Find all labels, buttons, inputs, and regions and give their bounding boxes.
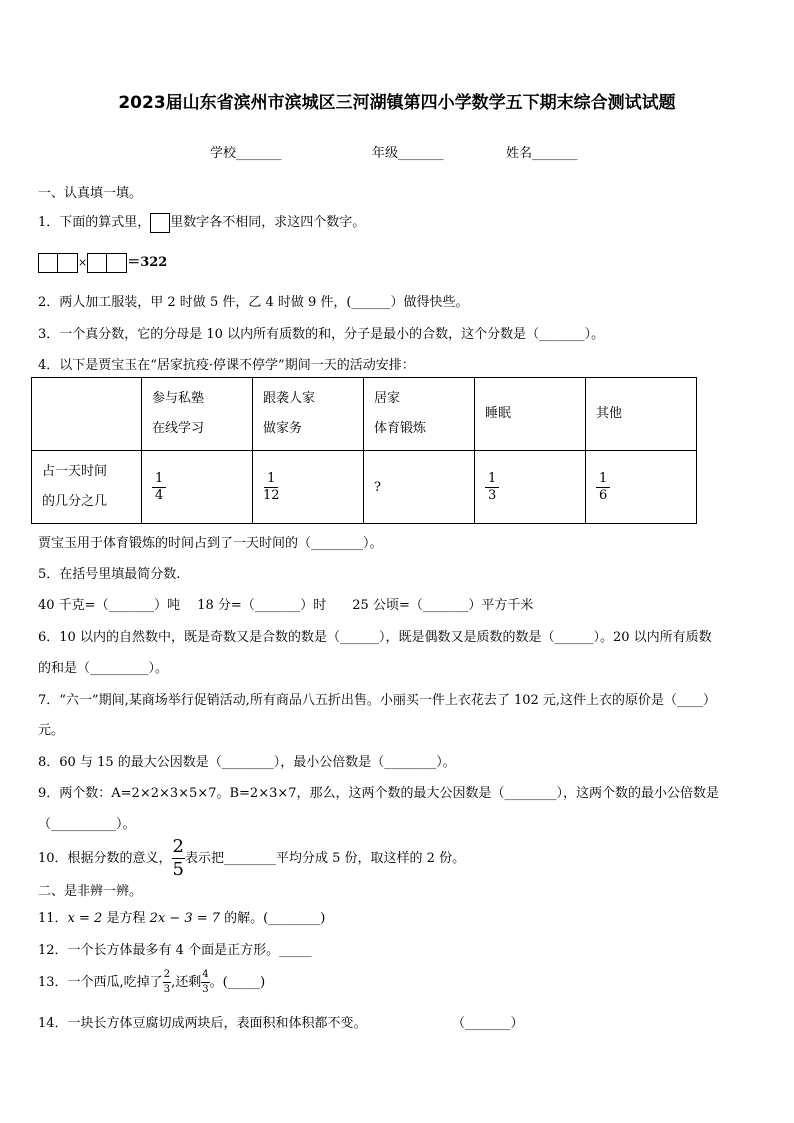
q11-equation: 2x − 3 = 7 — [149, 911, 221, 926]
q1-text-before: 下面的算式里， — [59, 215, 151, 230]
q10-text-before: 10．根据分数的意义， — [38, 851, 172, 866]
question-4: 4．以下是贾宝玉在“居家抗疫·停课不停学”期间一天的活动安排： — [38, 358, 415, 373]
q10-fraction: $\frac{2}{5}$ — [172, 836, 184, 880]
q11-solution: x = 2 — [67, 911, 103, 926]
table-header-cell: 其他 — [586, 378, 697, 451]
section1-heading: 一、认真填一填。 — [38, 186, 143, 201]
fraction: $\frac{1}{6}$ — [596, 471, 610, 503]
q4-question: 贾宝玉用于体育锻炼的时间占到了一天时间的（________）。 — [38, 536, 383, 551]
times-sign: × — [78, 256, 88, 269]
left-digit-boxes — [38, 253, 78, 273]
question-6-line1: 6．10 以内的自然数中，既是奇数又是合数的数是（______），既是偶数又是质数的数是（______）。20 以内所有质数 — [38, 630, 712, 645]
fraction-cell — [253, 451, 364, 524]
q13-fraction-left: $\frac{4}{3}$ — [202, 969, 209, 995]
q5-blanks: 40 千克=（_______）吨 18 分=（_______）时 25 公顷=（_______）平方千米 — [38, 598, 534, 613]
page-title: 2023届山东省滨州市滨城区三河湖镇第四小学数学五下期末综合测试试题 — [118, 93, 676, 113]
table-header-row — [32, 378, 697, 451]
q13-fraction-eaten: $\frac{2}{3}$ — [163, 969, 171, 995]
question-1 — [38, 212, 365, 234]
grade-field[interactable]: 年级_______ — [372, 146, 444, 161]
q1-equation — [38, 252, 167, 275]
fraction-cell — [586, 451, 697, 524]
fraction: $\frac{1}{3}$ — [485, 471, 499, 503]
question-6-line2: 的和是（_________）。 — [38, 661, 169, 676]
question-10 — [38, 838, 465, 879]
question-7-line2: 元。 — [38, 723, 65, 738]
school-field[interactable]: 学校_______ — [210, 146, 282, 161]
table-header-cell: 跟袭人家 做家务 — [253, 378, 364, 451]
question-8: 8．60 与 15 的最大公因数是（________），最小公倍数是（________）。 — [38, 755, 456, 770]
question-9-line2: （__________）。 — [38, 817, 136, 832]
question-5: 5．在括号里填最简分数. — [38, 567, 181, 582]
fraction: $\frac{1}{4}$ — [152, 471, 166, 503]
q1-number: 1． — [38, 215, 60, 230]
right-digit-boxes — [87, 253, 127, 273]
fraction-cell — [142, 451, 253, 524]
section2-heading: 二、是非辨一辨。 — [38, 884, 143, 899]
fraction: $\frac{1}{12}$ — [263, 470, 280, 503]
question-12: 12．一个长方体最多有 4 个面是正方形。_____ — [38, 943, 312, 958]
fraction-cell — [475, 451, 586, 524]
table-header-cell: 居家 体育锻炼 — [364, 378, 475, 451]
question-11: 11．x = 2 是方程 2x − 3 = 7 的解。(________) — [38, 911, 326, 926]
table-row — [32, 451, 697, 524]
table-header-cell: 睡眠 — [475, 378, 586, 451]
digit-box-1[interactable] — [38, 253, 58, 273]
question-14: 14．一块长方体豆腐切成两块后，表面积和体积都不变。 — [38, 1016, 367, 1031]
question-7-line1: 7．“六一”期间,某商场举行促销活动,所有商品八五折出售。小丽买一件上衣花去了 102 元,这件上衣的原价是（____） — [38, 693, 717, 708]
digit-box-3[interactable] — [87, 253, 107, 273]
row-label-cell: 占一天时间 的几分之几 — [32, 451, 142, 524]
table-header-cell: 参与私塾 在线学习 — [142, 378, 253, 451]
q1-result: ＝322 — [127, 255, 168, 270]
name-field[interactable]: 姓名_______ — [506, 146, 578, 161]
q1-text-after: 里数字各不相同，求这四个数字。 — [170, 215, 366, 230]
digit-box-4[interactable] — [107, 253, 127, 273]
q14-answer-blank[interactable]: （_______） — [452, 1016, 524, 1031]
q10-text-after: 表示把________平均分成 5 份，取这样的 2 份。 — [185, 851, 466, 866]
question-13: 13．一个西瓜,吃掉了 $\frac{2}{3}$ ,还剩 $\frac{4}{3}$ 。(_____) — [38, 969, 266, 995]
digit-box-icon — [150, 213, 170, 233]
digit-box-2[interactable] — [58, 253, 78, 273]
activity-table — [31, 377, 697, 524]
table-corner-cell — [32, 378, 142, 451]
unknown-cell[interactable]: ? — [364, 451, 475, 524]
question-3: 3．一个真分数，它的分母是 10 以内所有质数的和，分子是最小的合数，这个分数是（_______）。 — [38, 327, 605, 342]
question-9-line1: 9．两个数：A=2×2×3×5×7。B=2×3×7，那么，这两个数的最大公因数是（________），这两个数的最小公倍数是 — [38, 786, 720, 801]
question-2: 2．两人加工服装，甲 2 时做 5 件，乙 4 时做 9 件，(______）做得快些。 — [38, 295, 469, 310]
